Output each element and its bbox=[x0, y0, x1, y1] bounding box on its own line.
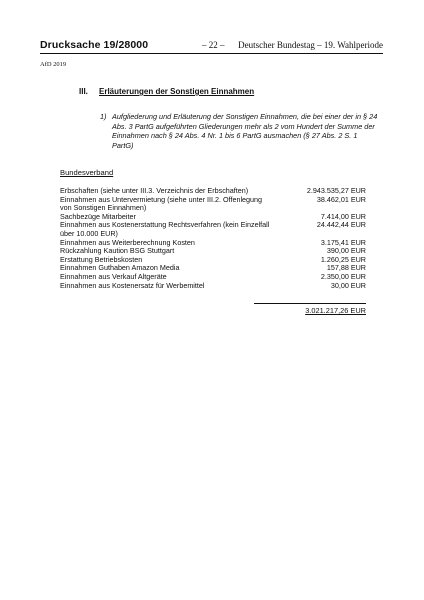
total-amount: 3.021.217,26 EUR bbox=[305, 306, 366, 315]
row-label: Einnahmen Guthaben Amazon Media bbox=[60, 263, 180, 273]
row-label: Einnahmen aus Kostenerstattung Rechtsverfahren (kein Einzelfall über 10.000 EUR) bbox=[60, 220, 270, 238]
row-amount: 2.350,00 EUR bbox=[320, 271, 366, 281]
row-label: Einnahmen aus Kostenersatz für Werbemittel bbox=[60, 280, 205, 290]
table-row bbox=[60, 221, 366, 238]
section-heading bbox=[79, 87, 254, 96]
income-table bbox=[60, 187, 366, 290]
drucksache-id: 28000 bbox=[118, 39, 149, 51]
header-rule bbox=[40, 53, 383, 54]
row-amount: 2.943.535,27 EUR bbox=[306, 186, 366, 195]
row-amount: 3.175,41 EUR bbox=[320, 237, 366, 247]
row-label: Einnahmen aus Untervermietung (siehe unter III.2. Offenlegung von Sonstigen Einnahmen) bbox=[60, 194, 263, 213]
page-number: – 22 – bbox=[202, 40, 225, 50]
footnote-number: 1) bbox=[100, 112, 107, 121]
row-amount: 157,88 EUR bbox=[326, 263, 366, 273]
party-code: AfD 2019 bbox=[40, 61, 67, 68]
institution-label: Deutscher Bundestag – 19. Wahlperiode bbox=[238, 40, 383, 50]
row-label: Erstattung Betriebskosten bbox=[60, 254, 143, 264]
sum-rule bbox=[254, 303, 366, 304]
row-label: Rückzahlung Kaution BSG Stuttgart bbox=[60, 246, 175, 256]
row-amount: 24.442,44 EUR bbox=[316, 220, 366, 230]
entity-heading: Bundesverband bbox=[60, 168, 114, 177]
section-title: Erläuterungen der Sonstigen Einnahmen bbox=[99, 87, 255, 96]
footnote-text: Aufgliederung und Erläuterung der Sonstigen Einnahmen, die bei einer der in § 24 Abs. 3 PartG aufgeführten Gliederungen mehr als 2 vom Hundert der Summe der Einnahmen nach § 24 Abs. 4 Nr. 1 bis 6 PartG ausmachen (§ 27 Abs. 2 S. 1 PartG) bbox=[112, 112, 378, 150]
table-row bbox=[60, 196, 366, 213]
row-amount: 38.462,01 EUR bbox=[316, 194, 366, 204]
row-amount: 390,00 EUR bbox=[326, 246, 366, 256]
row-label: Einnahmen aus Weiterberechnung Kosten bbox=[60, 237, 195, 247]
drucksache-label: Drucksache 19/ bbox=[40, 39, 119, 51]
footnote-block bbox=[100, 112, 378, 150]
row-label: Erbschaften (siehe unter III.3. Verzeichnis der Erbschaften) bbox=[60, 186, 249, 195]
row-amount: 30,00 EUR bbox=[330, 280, 366, 290]
section-number: III. bbox=[79, 87, 88, 96]
row-label: Einnahmen aus Verkauf Altgeräte bbox=[60, 271, 167, 281]
table-row bbox=[60, 282, 366, 291]
row-label: Sachbezüge Mitarbeiter bbox=[60, 211, 136, 221]
row-amount: 1.260,25 EUR bbox=[320, 254, 366, 264]
page-header bbox=[40, 39, 383, 53]
row-amount: 7.414,00 EUR bbox=[320, 211, 366, 221]
drucksache-number bbox=[40, 39, 148, 51]
